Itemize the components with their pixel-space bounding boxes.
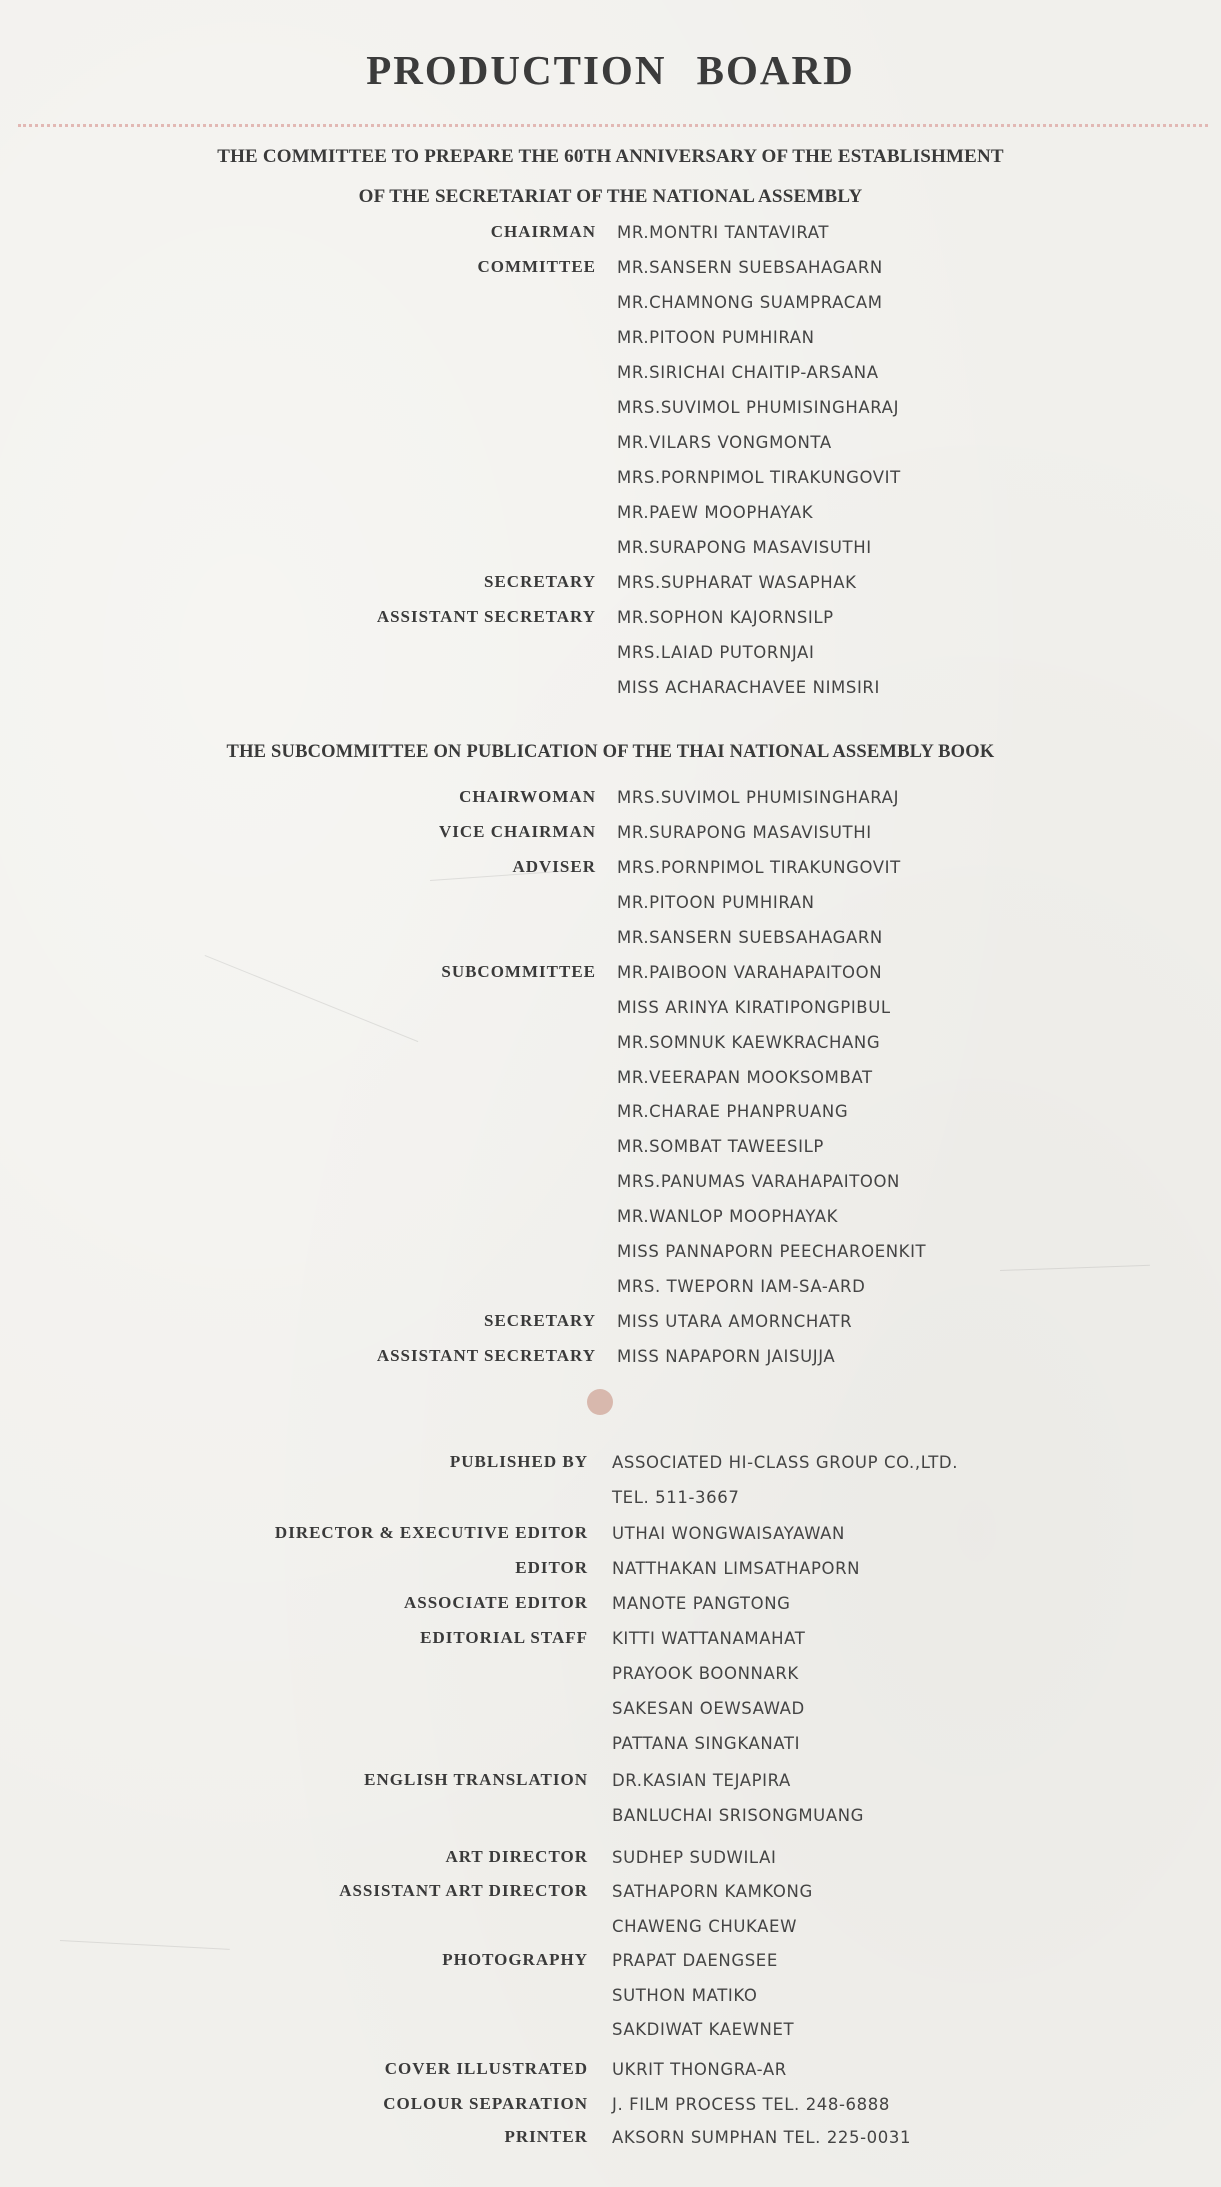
credit-role-label: COLOUR SEPARATION (383, 2094, 588, 2113)
decorative-dot (587, 1389, 613, 1415)
credit-person-name: MR.PITOON PUMHIRAN (617, 328, 815, 347)
credit-person-name: UTHAI WONGWAISAYAWAN (612, 1524, 845, 1543)
credit-row (0, 607, 1221, 633)
credit-person-name: MR.VEERAPAN MOOKSOMBAT (617, 1068, 873, 1087)
credit-person-name: MR.PAIBOON VARAHAPAITOON (617, 963, 883, 982)
credit-person-name: SATHAPORN KAMKONG (612, 1882, 813, 1901)
credit-row (0, 1950, 1221, 1976)
credit-role-label: SECRETARY (484, 572, 596, 591)
credit-row (0, 1593, 1221, 1619)
credit-role-label: DIRECTOR & EXECUTIVE EDITOR (274, 1523, 588, 1542)
credit-person-name: MR.PAEW MOOPHAYAK (617, 503, 814, 522)
credit-person-name: MANOTE PANGTONG (612, 1594, 791, 1613)
credit-person-name: NATTHAKAN LIMSATHAPORN (612, 1559, 861, 1578)
credit-row (0, 1346, 1221, 1372)
credit-row (0, 677, 1221, 703)
credit-row (0, 2019, 1221, 2045)
credit-person-name: MRS.SUPHARAT WASAPHAK (617, 573, 857, 592)
credit-person-name: MRS.PANUMAS VARAHAPAITOON (617, 1172, 901, 1191)
credit-row (0, 1101, 1221, 1127)
credit-row (0, 467, 1221, 493)
credit-row (0, 1881, 1221, 1907)
credit-row (0, 1206, 1221, 1232)
credit-row (0, 1523, 1221, 1549)
credit-row (0, 1916, 1221, 1942)
credit-person-name: DR.KASIAN TEJAPIRA (612, 1771, 791, 1790)
credit-row (0, 892, 1221, 918)
credit-person-name: UKRIT THONGRA-AR (612, 2060, 787, 2079)
credit-row (0, 397, 1221, 423)
credit-person-name: MR.MONTRI TANTAVIRAT (617, 223, 830, 242)
credit-person-name: MISS PANNAPORN PEECHAROENKIT (617, 1242, 927, 1261)
credit-person-name: MRS.SUVIMOL PHUMISINGHARAJ (617, 398, 900, 417)
credit-person-name: MRS.PORNPIMOL TIRAKUNGOVIT (617, 468, 901, 487)
credit-row (0, 537, 1221, 563)
credit-person-name: CHAWENG CHUKAEW (612, 1917, 797, 1936)
credit-person-name: MRS.SUVIMOL PHUMISINGHARAJ (617, 788, 900, 807)
credit-person-name: MR.SOPHON KAJORNSILP (617, 608, 834, 627)
committee-heading-line1: THE COMMITTEE TO PREPARE THE 60TH ANNIVERSARY OF THE ESTABLISHMENT (217, 146, 1004, 167)
credit-person-name: MR.SOMBAT TAWEESILP (617, 1137, 824, 1156)
credit-row (0, 222, 1221, 248)
credit-row (0, 787, 1221, 813)
credit-person-name: MR.WANLOP MOOPHAYAK (617, 1207, 839, 1226)
credit-row (0, 997, 1221, 1023)
credit-person-name: MR.SANSERN SUEBSAHAGARN (617, 258, 883, 277)
credit-role-label: ADVISER (512, 857, 596, 876)
credit-row (0, 927, 1221, 953)
credit-row (0, 1847, 1221, 1873)
credit-row (0, 1733, 1221, 1759)
credit-role-label: PUBLISHED BY (449, 1452, 588, 1471)
credit-row (0, 1805, 1221, 1831)
credit-row (0, 1241, 1221, 1267)
credit-person-name: KITTI WATTANAMAHAT (612, 1629, 806, 1648)
credit-row (0, 1770, 1221, 1796)
credit-row (0, 327, 1221, 353)
credit-person-name: MR.VILARS VONGMONTA (617, 433, 832, 452)
credit-role-label: VICE CHAIRMAN (438, 822, 596, 841)
credit-role-label: CHAIRWOMAN (459, 787, 596, 806)
credit-row (0, 292, 1221, 318)
credit-person-name: PRAPAT DAENGSEE (612, 1951, 778, 1970)
credit-person-name: MR.CHAMNONG SUAMPRACAM (617, 293, 883, 312)
credit-person-name: MR.SURAPONG MASAVISUTHI (617, 823, 872, 842)
credit-role-label: ASSISTANT SECRETARY (376, 607, 596, 626)
credit-person-name: MISS UTARA AMORNCHATR (617, 1312, 853, 1331)
credit-row (0, 1276, 1221, 1302)
page-title: PRODUCTION BOARD (366, 47, 855, 93)
credit-person-name: MR.PITOON PUMHIRAN (617, 893, 815, 912)
credit-row (0, 1067, 1221, 1093)
credit-person-name: SAKESAN OEWSAWAD (612, 1699, 805, 1718)
credit-person-name: MR.SURAPONG MASAVISUTHI (617, 538, 872, 557)
credit-role-label: ASSISTANT ART DIRECTOR (339, 1881, 588, 1900)
credit-person-name: SUTHON MATIKO (612, 1986, 758, 2005)
credit-row (0, 572, 1221, 598)
subcommittee-heading: THE SUBCOMMITTEE ON PUBLICATION OF THE THAI NATIONAL ASSEMBLY BOOK (226, 742, 995, 762)
credit-person-name: MRS.PORNPIMOL TIRAKUNGOVIT (617, 858, 901, 877)
credit-person-name: MR.SANSERN SUEBSAHAGARN (617, 928, 883, 947)
credit-row (0, 1628, 1221, 1654)
credit-row (0, 1698, 1221, 1724)
credit-person-name: TEL. 511-3667 (612, 1488, 740, 1507)
credit-person-name: BANLUCHAI SRISONGMUANG (612, 1806, 865, 1825)
credit-role-label: CHAIRMAN (490, 222, 596, 241)
credit-person-name: AKSORN SUMPHAN TEL. 225-0031 (612, 2128, 912, 2147)
credit-role-label: ASSISTANT SECRETARY (376, 1346, 596, 1365)
credit-row (0, 2094, 1221, 2120)
credit-row (0, 1032, 1221, 1058)
credit-person-name: ASSOCIATED HI-CLASS GROUP CO.,LTD. (612, 1453, 959, 1472)
credit-row (0, 1487, 1221, 1513)
credit-row (0, 1171, 1221, 1197)
credit-person-name: J. FILM PROCESS TEL. 248-6888 (612, 2095, 890, 2114)
credit-row (0, 642, 1221, 668)
credit-row (0, 1311, 1221, 1337)
credit-person-name: MISS ACHARACHAVEE NIMSIRI (617, 678, 880, 697)
credit-role-label: EDITOR (515, 1558, 588, 1577)
credit-row (0, 1136, 1221, 1162)
credit-row (0, 432, 1221, 458)
credit-row (0, 1452, 1221, 1478)
credit-row (0, 857, 1221, 883)
credit-row (0, 2059, 1221, 2085)
committee-heading-line2: OF THE SECRETARIAT OF THE NATIONAL ASSEMBLY (358, 186, 863, 207)
credit-row (0, 1985, 1221, 2011)
credit-person-name: SAKDIWAT KAEWNET (612, 2020, 795, 2039)
credit-role-label: COVER ILLUSTRATED (384, 2059, 588, 2078)
credit-role-label: EDITORIAL STAFF (420, 1628, 588, 1647)
credit-person-name: MR.SOMNUK KAEWKRACHANG (617, 1033, 881, 1052)
credit-row (0, 822, 1221, 848)
credit-person-name: PATTANA SINGKANATI (612, 1734, 801, 1753)
credit-row (0, 1663, 1221, 1689)
credit-role-label: PHOTOGRAPHY (442, 1950, 588, 1969)
credit-role-label: ASSOCIATE EDITOR (403, 1593, 588, 1612)
credit-row (0, 362, 1221, 388)
credit-row (0, 257, 1221, 283)
credit-role-label: ART DIRECTOR (445, 1847, 588, 1866)
credit-person-name: MISS ARINYA KIRATIPONGPIBUL (617, 998, 891, 1017)
credit-role-label: PRINTER (504, 2127, 588, 2146)
credit-row (0, 962, 1221, 988)
credit-role-label: SUBCOMMITTEE (441, 962, 596, 981)
credit-row (0, 2127, 1221, 2153)
dotted-divider (18, 124, 1208, 127)
credit-person-name: MRS.LAIAD PUTORNJAI (617, 643, 815, 662)
credit-person-name: PRAYOOK BOONNARK (612, 1664, 799, 1683)
credit-role-label: COMMITTEE (477, 257, 596, 276)
credit-row (0, 1558, 1221, 1584)
credit-person-name: MR.CHARAE PHANPRUANG (617, 1102, 849, 1121)
credit-person-name: MISS NAPAPORN JAISUJJA (617, 1347, 836, 1366)
credit-person-name: MRS. TWEPORN IAM-SA-ARD (617, 1277, 866, 1296)
credit-person-name: SUDHEP SUDWILAI (612, 1848, 777, 1867)
credit-role-label: ENGLISH TRANSLATION (364, 1770, 588, 1789)
credit-row (0, 502, 1221, 528)
credit-person-name: MR.SIRICHAI CHAITIP-ARSANA (617, 363, 879, 382)
credit-role-label: SECRETARY (484, 1311, 596, 1330)
